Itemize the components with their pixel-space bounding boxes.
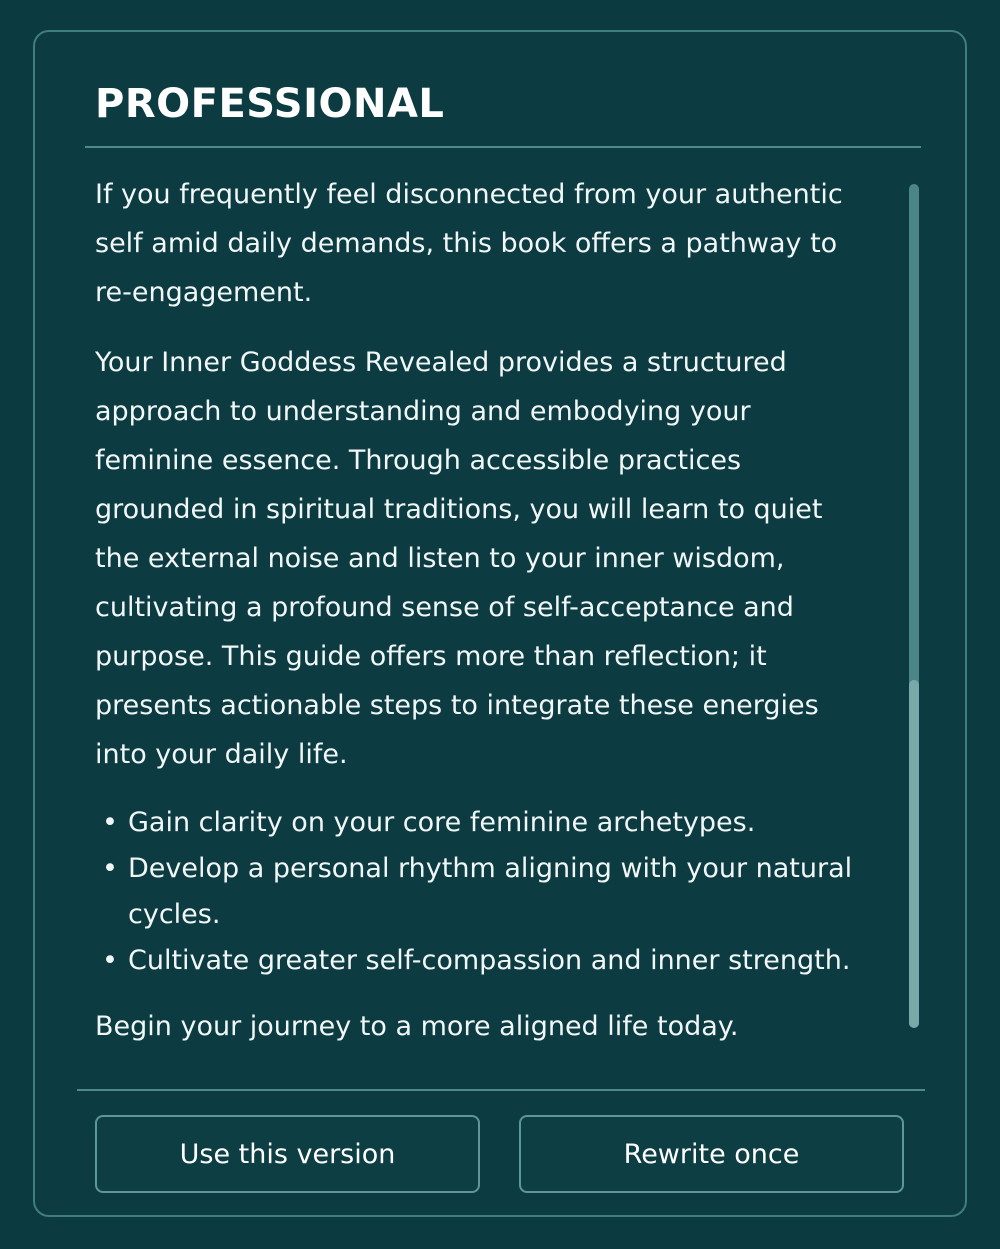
description-content	[95, 170, 875, 1072]
list-item: • Cultivate greater self-compassion and inner strength.	[128, 938, 875, 984]
footer-divider	[77, 1089, 925, 1091]
panel-title: PROFESSIONAL	[95, 81, 445, 127]
use-this-version-button[interactable]: Use this version	[95, 1115, 480, 1193]
scrollbar-thumb[interactable]	[909, 680, 919, 1028]
list-item: • Develop a personal rhythm aligning with your natural cycles.	[128, 846, 875, 938]
intro-paragraph: If you frequently feel disconnected from your authentic self amid daily demands, this book offers a pathway to re-engagement.	[95, 179, 843, 308]
closing-line: Begin your journey to a more aligned life today.	[95, 1011, 739, 1042]
list-item: • Gain clarity on your core feminine archetypes.	[128, 800, 875, 846]
body-paragraph: Your Inner Goddess Revealed provides a structured approach to understanding and embodying your feminine essence. Through accessible practices grounded in spiritual traditions, you will learn to quiet the external noise and listen to your inner wisdom, cultivating a profound sense of self-acceptance and purpose. This guide offers more than reflection; it presents actionable steps to integrate these energies into your daily life.	[95, 347, 823, 770]
title-divider	[85, 146, 921, 148]
rewrite-panel	[33, 30, 967, 1217]
benefit-list	[95, 800, 875, 984]
rewrite-once-button[interactable]: Rewrite once	[519, 1115, 904, 1193]
